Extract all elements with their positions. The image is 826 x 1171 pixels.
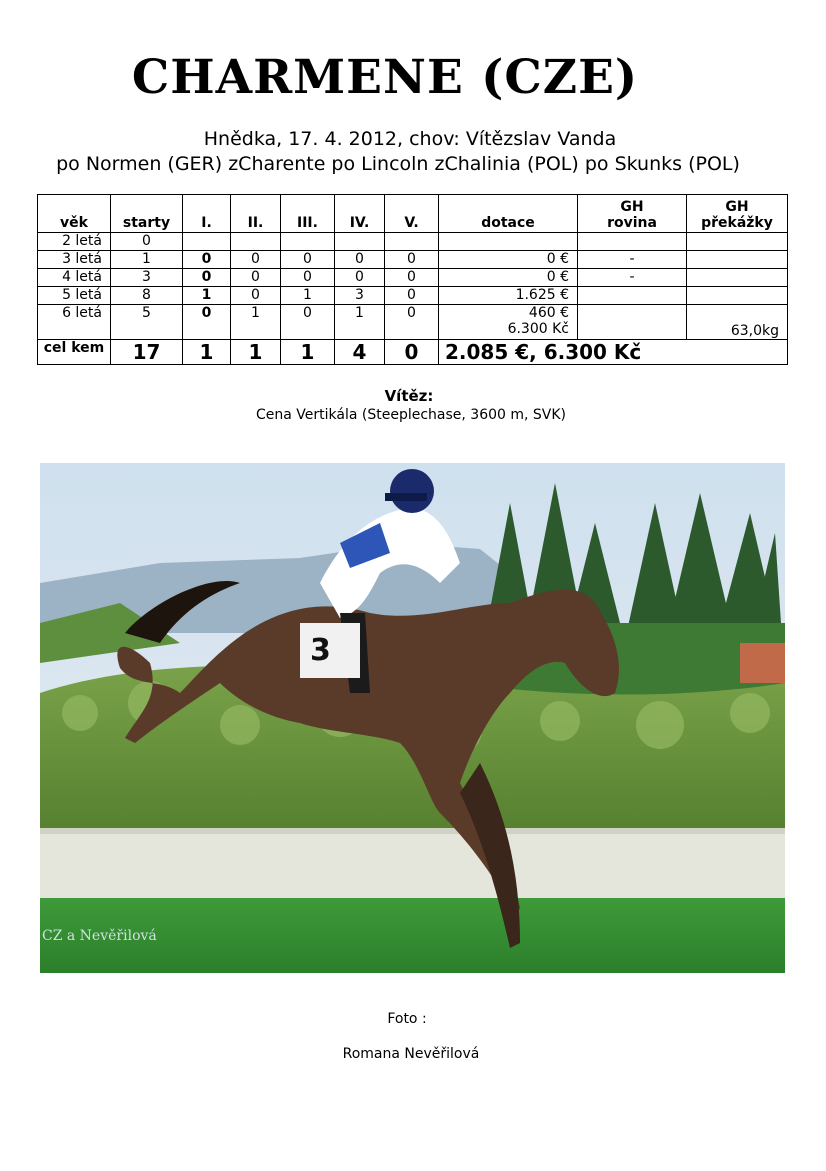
gh-flat-cell: - xyxy=(578,251,687,269)
age-cell: 4 letá xyxy=(38,269,111,287)
fifth-place-cell: 0 xyxy=(385,287,439,305)
photographer-name: Romana Nevěřilová xyxy=(342,1046,480,1062)
header-second: II. xyxy=(231,195,281,233)
header-gh-flat: GH rovina xyxy=(578,195,687,233)
starts-cell: 8 xyxy=(111,287,183,305)
total-fifth: 0 xyxy=(385,340,439,365)
header-age: věk xyxy=(38,195,111,233)
jockey-number: 3 xyxy=(310,633,331,668)
table-row xyxy=(38,287,788,305)
third-place-cell: 0 xyxy=(281,305,335,340)
third-place-cell xyxy=(281,233,335,251)
gh-jump-cell xyxy=(687,251,788,269)
header-starts: starty xyxy=(111,195,183,233)
table-header-row xyxy=(38,195,788,233)
race-record-table xyxy=(37,194,788,365)
gh-jump-cell xyxy=(687,233,788,251)
prize-czk: 6.300 Kč xyxy=(507,321,569,337)
first-place-cell: 0 xyxy=(183,305,231,340)
fourth-place-cell xyxy=(335,233,385,251)
prize-cell xyxy=(439,233,578,251)
third-place-cell: 0 xyxy=(281,269,335,287)
fourth-place-cell: 3 xyxy=(335,287,385,305)
header-fourth: IV. xyxy=(335,195,385,233)
third-place-cell: 0 xyxy=(281,251,335,269)
race-photo xyxy=(40,463,785,973)
winner-race: Cena Vertikála (Steeplechase, 3600 m, SVK) xyxy=(255,407,567,423)
prize-cell xyxy=(439,305,578,340)
total-first: 1 xyxy=(183,340,231,365)
header-fifth: V. xyxy=(385,195,439,233)
photo-watermark: CZ a Nevěřilová xyxy=(42,928,157,944)
header-prize: dotace xyxy=(439,195,578,233)
fifth-place-cell: 0 xyxy=(385,251,439,269)
gh-jump-cell xyxy=(687,287,788,305)
starts-cell: 5 xyxy=(111,305,183,340)
gh-flat-cell: - xyxy=(578,269,687,287)
third-place-cell: 1 xyxy=(281,287,335,305)
second-place-cell: 1 xyxy=(231,305,281,340)
horse-info-line: Hnědka, 17. 4. 2012, chov: Vítězslav Vanda xyxy=(203,128,617,150)
winner-label: Vítěz: xyxy=(384,387,434,405)
total-fourth: 4 xyxy=(335,340,385,365)
header-third: III. xyxy=(281,195,335,233)
fourth-place-cell: 0 xyxy=(335,269,385,287)
age-cell: 3 letá xyxy=(38,251,111,269)
gh-flat-cell xyxy=(578,305,687,340)
starts-cell: 1 xyxy=(111,251,183,269)
fourth-place-cell: 1 xyxy=(335,305,385,340)
starts-cell: 3 xyxy=(111,269,183,287)
total-label: cel kem xyxy=(38,340,111,365)
table-row xyxy=(38,269,788,287)
table-row xyxy=(38,251,788,269)
prize-cell: 0 € xyxy=(439,269,578,287)
first-place-cell: 1 xyxy=(183,287,231,305)
first-place-cell: 0 xyxy=(183,269,231,287)
photo-credit-label: Foto : xyxy=(387,1011,427,1027)
gh-jump-cell: 63,0kg xyxy=(687,305,788,340)
pedigree-line: po Normen (GER) zCharente po Lincoln zChalinia (POL) po Skunks (POL) xyxy=(56,153,740,175)
gh-flat-cell xyxy=(578,287,687,305)
header-first: I. xyxy=(183,195,231,233)
second-place-cell xyxy=(231,233,281,251)
total-starts: 17 xyxy=(111,340,183,365)
age-cell: 6 letá xyxy=(38,305,111,340)
second-place-cell: 0 xyxy=(231,251,281,269)
first-place-cell: 0 xyxy=(183,251,231,269)
total-row xyxy=(38,340,788,365)
steeplechase-illustration xyxy=(40,463,785,973)
total-second: 1 xyxy=(231,340,281,365)
fifth-place-cell xyxy=(385,233,439,251)
gh-flat-cell xyxy=(578,233,687,251)
prize-eur: 460 € xyxy=(528,305,569,321)
age-cell: 2 letá xyxy=(38,233,111,251)
table-row xyxy=(38,305,788,340)
header-gh-jump: GH překážky xyxy=(687,195,788,233)
table-row xyxy=(38,233,788,251)
total-prize: 2.085 €, 6.300 Kč xyxy=(439,340,788,365)
second-place-cell: 0 xyxy=(231,269,281,287)
starts-cell: 0 xyxy=(111,233,183,251)
prize-cell: 0 € xyxy=(439,251,578,269)
fourth-place-cell: 0 xyxy=(335,251,385,269)
gh-jump-cell xyxy=(687,269,788,287)
total-third: 1 xyxy=(281,340,335,365)
prize-cell: 1.625 € xyxy=(439,287,578,305)
age-cell: 5 letá xyxy=(38,287,111,305)
second-place-cell: 0 xyxy=(231,287,281,305)
fifth-place-cell: 0 xyxy=(385,269,439,287)
first-place-cell xyxy=(183,233,231,251)
fifth-place-cell: 0 xyxy=(385,305,439,340)
horse-name: CHARMENE (CZE) xyxy=(131,50,639,105)
